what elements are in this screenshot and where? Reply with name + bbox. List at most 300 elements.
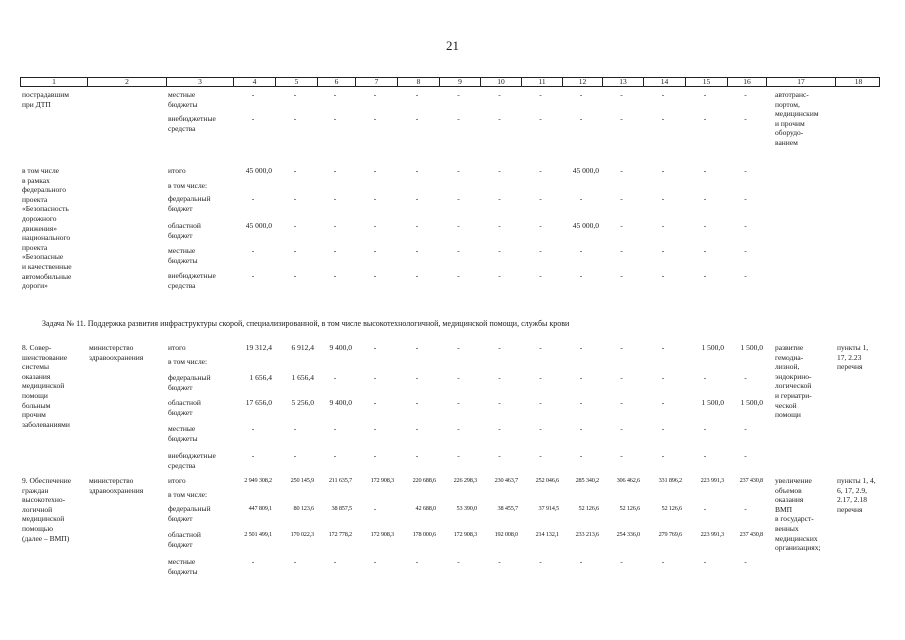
funding-value: 285 340,2 bbox=[575, 477, 599, 484]
program-name-line: оказания bbox=[22, 371, 51, 381]
funding-value: - bbox=[415, 246, 419, 255]
funding-value: - bbox=[415, 373, 419, 382]
funding-source-label: областной bbox=[168, 221, 201, 230]
funding-source-label: бюджет bbox=[168, 382, 193, 392]
funding-value: - bbox=[251, 246, 255, 255]
funding-value: - bbox=[457, 271, 460, 280]
funding-value: - bbox=[498, 451, 501, 460]
funding-value: - bbox=[293, 424, 297, 433]
funding-value: - bbox=[579, 398, 583, 407]
funding-value: - bbox=[293, 90, 297, 99]
program-name-line: «Безопасность bbox=[22, 204, 69, 214]
funding-source-label: бюджет bbox=[168, 230, 193, 240]
program-name-line: «Безопасные bbox=[22, 252, 64, 262]
funding-value: 45 000,0 bbox=[245, 166, 272, 175]
executor-line: министерство bbox=[89, 476, 134, 485]
funding-value: - bbox=[415, 114, 419, 123]
expected-result-line: ванием bbox=[775, 138, 798, 147]
funding-value: - bbox=[373, 90, 377, 99]
funding-source-label: местные bbox=[168, 90, 196, 99]
funding-value: - bbox=[703, 194, 707, 203]
funding-value: - bbox=[498, 398, 501, 407]
funding-value: - bbox=[293, 221, 297, 230]
program-name-line: в том числе bbox=[22, 166, 60, 175]
program-name-line: 8. Совер- bbox=[22, 343, 52, 352]
funding-value: 223 991,3 bbox=[700, 477, 724, 484]
funding-value: - bbox=[293, 451, 297, 460]
column-number: 11 bbox=[521, 78, 562, 86]
funding-value: - bbox=[620, 424, 623, 433]
funding-source-label: бюджеты bbox=[168, 99, 198, 109]
funding-value: 2 501 499,1 bbox=[244, 531, 272, 538]
funding-value: 17 656,0 bbox=[245, 398, 272, 407]
funding-value: - bbox=[373, 557, 377, 566]
funding-value: - bbox=[457, 343, 460, 352]
funding-source-label: итого bbox=[168, 166, 186, 175]
funding-source-label: местные bbox=[168, 424, 196, 433]
funding-value: 1 500,0 bbox=[701, 343, 724, 352]
funding-value: 214 132,1 bbox=[535, 531, 559, 538]
funding-value: - bbox=[293, 271, 297, 280]
funding-value: - bbox=[415, 221, 419, 230]
funding-value: - bbox=[620, 114, 623, 123]
funding-value: 233 213,6 bbox=[575, 531, 599, 538]
column-number: 5 bbox=[275, 78, 317, 86]
funding-value: - bbox=[579, 557, 583, 566]
funding-value: 192 008,0 bbox=[494, 531, 518, 538]
funding-value: 1 500,0 bbox=[701, 398, 724, 407]
funding-value: - bbox=[251, 90, 255, 99]
expected-result-line: логической bbox=[775, 381, 812, 391]
funding-value: - bbox=[498, 271, 501, 280]
task-11-heading: Задача № 11. Поддержка развития инфраструктуры скорой, специализированной, в том числе высокотехнологичной, медицинской помощи, службы крови bbox=[42, 319, 570, 328]
funding-value: - bbox=[620, 343, 623, 352]
funding-value: - bbox=[415, 343, 419, 352]
funding-value: - bbox=[373, 343, 377, 352]
funding-value: - bbox=[333, 373, 337, 382]
funding-value: 172 908,3 bbox=[370, 531, 394, 538]
funding-value: - bbox=[579, 451, 583, 460]
funding-value: - bbox=[293, 246, 297, 255]
program-name-line: проекта bbox=[22, 194, 48, 204]
funding-value: - bbox=[744, 114, 747, 123]
funding-value: - bbox=[373, 424, 377, 433]
column-number: 13 bbox=[602, 78, 643, 86]
funding-value: - bbox=[539, 90, 542, 99]
funding-value: - bbox=[498, 246, 501, 255]
column-number: 3 bbox=[166, 78, 233, 86]
funding-value: - bbox=[539, 166, 542, 175]
funding-value: - bbox=[539, 424, 542, 433]
column-number-header bbox=[20, 77, 880, 87]
expected-result-line: помощи bbox=[775, 410, 801, 420]
funding-value: - bbox=[620, 221, 623, 230]
program-name-line: прочим bbox=[22, 410, 46, 420]
funding-value: - bbox=[373, 246, 377, 255]
funding-value: - bbox=[744, 246, 747, 255]
funding-value: - bbox=[661, 373, 665, 382]
funding-value: - bbox=[498, 557, 501, 566]
funding-value: - bbox=[579, 373, 583, 382]
funding-source-label: итого bbox=[168, 343, 186, 352]
funding-value: 226 298,3 bbox=[453, 477, 477, 484]
funding-value: - bbox=[373, 398, 377, 407]
program-name-line: федерального bbox=[22, 185, 66, 195]
program-name-line: граждан bbox=[22, 485, 49, 495]
funding-value: - bbox=[744, 451, 747, 460]
funding-source-label: местные bbox=[168, 246, 196, 255]
funding-value: - bbox=[579, 194, 583, 203]
funding-value: - bbox=[457, 90, 460, 99]
column-number: 10 bbox=[480, 78, 521, 86]
expected-result-line: медицинским bbox=[775, 109, 819, 119]
funding-value: - bbox=[498, 90, 501, 99]
funding-value: - bbox=[661, 246, 665, 255]
funding-value: - bbox=[579, 246, 583, 255]
funding-source-label: средства bbox=[168, 460, 196, 470]
funding-value: 172 908,3 bbox=[453, 531, 477, 538]
column-number: 14 bbox=[643, 78, 685, 86]
funding-value: - bbox=[661, 424, 665, 433]
funding-value: - bbox=[744, 271, 747, 280]
funding-value: - bbox=[457, 557, 460, 566]
funding-value: - bbox=[579, 114, 583, 123]
funding-value: 45 000,0 bbox=[572, 221, 599, 230]
funding-value: 52 126,6 bbox=[578, 505, 599, 512]
funding-value: - bbox=[579, 90, 583, 99]
funding-value: - bbox=[293, 114, 297, 123]
program-name-line: в рамках bbox=[22, 175, 50, 185]
funding-value: 38 455,7 bbox=[497, 505, 518, 512]
funding-value: - bbox=[620, 166, 623, 175]
funding-value: - bbox=[661, 114, 665, 123]
funding-source-label: бюджеты bbox=[168, 255, 198, 265]
funding-value: - bbox=[415, 271, 419, 280]
funding-value: - bbox=[539, 398, 542, 407]
program-name-line: высокотехно- bbox=[22, 495, 66, 505]
funding-value: - bbox=[620, 557, 623, 566]
funding-value: - bbox=[539, 246, 542, 255]
expected-result-line: объемов bbox=[775, 485, 802, 495]
column-number: 6 bbox=[317, 78, 355, 86]
expected-result-line: ВМП bbox=[775, 504, 793, 514]
funding-source-label: бюджет bbox=[168, 203, 193, 213]
funding-value: - bbox=[457, 194, 460, 203]
program-name-line: (далее – ВМП) bbox=[22, 533, 70, 543]
funding-value: - bbox=[703, 424, 707, 433]
funding-value: - bbox=[620, 246, 623, 255]
funding-value: - bbox=[251, 194, 255, 203]
program-name-line: пострадавшим bbox=[22, 90, 69, 99]
funding-value: - bbox=[703, 557, 707, 566]
funding-value: - bbox=[498, 373, 501, 382]
funding-value: - bbox=[457, 246, 460, 255]
funding-value: - bbox=[293, 166, 297, 175]
funding-value: - bbox=[457, 114, 460, 123]
expected-result-line: и гериатри- bbox=[775, 391, 812, 400]
program-name-line: помощи bbox=[22, 391, 48, 400]
funding-value: - bbox=[457, 398, 460, 407]
funding-value: 237 430,8 bbox=[739, 531, 763, 538]
funding-value: 172 908,3 bbox=[370, 477, 394, 484]
expected-result-line: гемодиа- bbox=[775, 352, 804, 362]
funding-value: - bbox=[620, 194, 623, 203]
program-name-line: автомобильные bbox=[22, 271, 72, 281]
funding-value: - bbox=[415, 557, 419, 566]
funding-value: - bbox=[415, 398, 419, 407]
column-number: 1 bbox=[52, 77, 56, 86]
funding-value: - bbox=[373, 166, 377, 175]
column-number: 8 bbox=[397, 78, 439, 86]
funding-value: - bbox=[744, 504, 747, 513]
funding-source-label: бюджет bbox=[168, 513, 193, 523]
funding-value: - bbox=[579, 424, 583, 433]
program-name-line: шенствование bbox=[22, 352, 68, 362]
funding-value: - bbox=[498, 221, 501, 230]
funding-value: - bbox=[498, 424, 501, 433]
funding-value: - bbox=[744, 557, 747, 566]
funding-value: - bbox=[251, 271, 255, 280]
expected-result-line: в государст- bbox=[775, 514, 814, 524]
funding-source-label: областной bbox=[168, 398, 201, 407]
funding-value: - bbox=[457, 221, 460, 230]
indicator-link-line: 6, 17, 2.9, bbox=[837, 485, 867, 495]
funding-source-label: в том числе: bbox=[168, 490, 208, 499]
funding-value: - bbox=[661, 90, 665, 99]
funding-value: 37 914,5 bbox=[538, 505, 559, 512]
funding-value: - bbox=[703, 271, 707, 280]
funding-value: - bbox=[373, 373, 377, 382]
funding-value: - bbox=[661, 343, 665, 352]
funding-source-label: в том числе: bbox=[168, 357, 208, 366]
funding-value: - bbox=[539, 271, 542, 280]
funding-value: - bbox=[703, 451, 707, 460]
funding-value: - bbox=[661, 398, 665, 407]
funding-value: - bbox=[457, 424, 460, 433]
funding-value: - bbox=[251, 424, 255, 433]
column-number: 16 bbox=[727, 78, 766, 86]
funding-value: - bbox=[661, 451, 665, 460]
funding-value: 1 500,0 bbox=[740, 343, 763, 352]
funding-value: - bbox=[333, 451, 337, 460]
funding-value: 1 656,4 bbox=[249, 373, 272, 382]
funding-value: 5 256,0 bbox=[291, 398, 314, 407]
executor-line: здравоохранения bbox=[89, 352, 144, 362]
funding-value: - bbox=[620, 271, 623, 280]
funding-value: 52 126,6 bbox=[619, 505, 640, 512]
program-name-line: больным bbox=[22, 400, 51, 410]
program-name-line: медицинской bbox=[22, 514, 65, 524]
funding-value: 306 462,6 bbox=[616, 477, 640, 484]
program-name-line: дорожного bbox=[22, 214, 57, 223]
funding-value: - bbox=[539, 373, 542, 382]
funding-value: 211 635,7 bbox=[328, 477, 352, 484]
funding-value: - bbox=[703, 246, 707, 255]
funding-value: 45 000,0 bbox=[572, 166, 599, 175]
funding-value: - bbox=[579, 343, 583, 352]
funding-value: 53 390,0 bbox=[456, 505, 477, 512]
funding-value: 220 688,6 bbox=[412, 477, 436, 484]
funding-value: 6 912,4 bbox=[291, 343, 314, 352]
funding-value: 42 688,0 bbox=[415, 505, 436, 512]
funding-source-label: внебюджетные bbox=[168, 114, 216, 123]
funding-source-label: федеральный bbox=[168, 194, 211, 203]
column-number: 18 bbox=[835, 78, 881, 86]
funding-value: - bbox=[293, 557, 297, 566]
funding-source-label: федеральный bbox=[168, 373, 211, 382]
funding-value: - bbox=[373, 221, 377, 230]
funding-value: 80 123,6 bbox=[293, 505, 314, 512]
funding-value: 170 022,3 bbox=[290, 531, 314, 538]
funding-value: 19 312,4 bbox=[245, 343, 272, 352]
funding-value: - bbox=[333, 114, 337, 123]
funding-value: 331 896,2 bbox=[658, 477, 682, 484]
funding-value: - bbox=[703, 221, 707, 230]
program-name-line: проекта bbox=[22, 242, 48, 252]
funding-value: 279 769,6 bbox=[658, 531, 682, 538]
program-name-line: при ДТП bbox=[22, 99, 51, 109]
funding-source-label: внебюджетные bbox=[168, 451, 216, 460]
funding-value: - bbox=[457, 451, 460, 460]
funding-value: - bbox=[661, 271, 665, 280]
funding-value: - bbox=[703, 114, 707, 123]
expected-result-line: и прочим bbox=[775, 118, 805, 128]
funding-value: 252 046,6 bbox=[535, 477, 559, 484]
indicator-link-line: перечня bbox=[837, 504, 863, 514]
funding-value: - bbox=[333, 166, 337, 175]
program-name-line: движения» bbox=[22, 223, 58, 233]
column-number: 12 bbox=[562, 78, 602, 86]
indicator-link-line: пункты 1, 4, bbox=[837, 476, 876, 485]
funding-value: 45 000,0 bbox=[245, 221, 272, 230]
funding-value: - bbox=[744, 194, 747, 203]
program-name-line: помощью bbox=[22, 524, 53, 533]
funding-value: 9 400,0 bbox=[329, 343, 352, 352]
funding-value: 178 000,6 bbox=[412, 531, 436, 538]
funding-value: 38 857,5 bbox=[331, 505, 352, 512]
funding-value: - bbox=[333, 194, 337, 203]
program-name-line: системы bbox=[22, 362, 50, 372]
expected-result-line: автотранс- bbox=[775, 90, 809, 99]
funding-value: - bbox=[415, 166, 419, 175]
funding-value: 9 400,0 bbox=[329, 398, 352, 407]
column-number: 4 bbox=[233, 78, 275, 86]
funding-value: - bbox=[661, 221, 665, 230]
funding-value: - bbox=[539, 557, 542, 566]
funding-value: - bbox=[333, 246, 337, 255]
funding-value: - bbox=[415, 194, 419, 203]
funding-value: - bbox=[539, 114, 542, 123]
funding-value: - bbox=[498, 114, 501, 123]
column-number: 2 bbox=[87, 78, 166, 86]
funding-value: - bbox=[373, 451, 377, 460]
funding-value: - bbox=[703, 90, 707, 99]
funding-source-label: средства bbox=[168, 123, 196, 133]
expected-result-line: оборудо- bbox=[775, 128, 804, 138]
funding-value: - bbox=[333, 557, 337, 566]
funding-source-label: федеральный bbox=[168, 504, 211, 513]
funding-value: - bbox=[620, 90, 623, 99]
funding-source-label: итого bbox=[168, 476, 186, 485]
funding-source-label: бюджет bbox=[168, 539, 193, 549]
program-name-line: логичной bbox=[22, 504, 53, 514]
funding-value: - bbox=[661, 166, 665, 175]
expected-result-line: медицинских bbox=[775, 533, 818, 543]
funding-value: - bbox=[539, 221, 542, 230]
funding-value: - bbox=[457, 166, 460, 175]
expected-result-line: венных bbox=[775, 524, 799, 533]
funding-value: - bbox=[661, 557, 665, 566]
funding-value: - bbox=[703, 373, 707, 382]
funding-value: - bbox=[620, 373, 623, 382]
funding-value: - bbox=[579, 271, 583, 280]
funding-source-label: в том числе: bbox=[168, 181, 208, 190]
column-number: 7 bbox=[355, 78, 397, 86]
indicator-link-line: 17, 2.23 bbox=[837, 352, 862, 362]
expected-result-line: увеличение bbox=[775, 476, 812, 485]
funding-value: - bbox=[703, 166, 707, 175]
funding-value: - bbox=[333, 221, 337, 230]
funding-value: 2 949 308,2 bbox=[244, 477, 272, 484]
expected-result-line: развитие bbox=[775, 343, 804, 352]
funding-value: - bbox=[415, 451, 419, 460]
funding-value: - bbox=[498, 194, 501, 203]
funding-value: 237 430,8 bbox=[739, 477, 763, 484]
funding-value: - bbox=[744, 424, 747, 433]
column-number: 15 bbox=[685, 78, 727, 86]
funding-source-label: средства bbox=[168, 280, 196, 290]
indicator-link-line: 2.17, 2.18 bbox=[837, 495, 867, 505]
funding-value: - bbox=[373, 194, 377, 203]
funding-value: 223 991,3 bbox=[700, 531, 724, 538]
program-name-line: 9. Обеспечение bbox=[22, 476, 72, 485]
program-name-line: и качественные bbox=[22, 262, 72, 271]
program-name-line: заболеваниями bbox=[22, 419, 70, 429]
funding-source-label: внебюджетные bbox=[168, 271, 216, 280]
funding-value: 447 809,1 bbox=[248, 505, 272, 512]
column-number: 17 bbox=[766, 78, 835, 86]
funding-value: - bbox=[251, 451, 255, 460]
funding-value: 172 778,2 bbox=[328, 531, 352, 538]
funding-source-label: бюджеты bbox=[168, 433, 198, 443]
indicator-link-line: пункты 1, bbox=[837, 343, 869, 352]
funding-value: - bbox=[333, 90, 337, 99]
expected-result-line: ческой bbox=[775, 400, 797, 410]
funding-value: - bbox=[539, 194, 542, 203]
funding-source-label: местные bbox=[168, 557, 196, 566]
funding-value: - bbox=[373, 271, 377, 280]
program-name-line: дороги» bbox=[22, 281, 48, 291]
funding-value: - bbox=[539, 343, 542, 352]
funding-value: - bbox=[498, 166, 501, 175]
funding-value: - bbox=[251, 557, 255, 566]
funding-value: - bbox=[415, 424, 419, 433]
funding-value: - bbox=[539, 451, 542, 460]
funding-value: - bbox=[620, 398, 623, 407]
funding-value: - bbox=[703, 504, 707, 513]
executor-line: здравоохранения bbox=[89, 485, 144, 495]
expected-result-line: портом, bbox=[775, 99, 800, 109]
funding-value: - bbox=[744, 166, 747, 175]
funding-value: - bbox=[333, 424, 337, 433]
funding-value: - bbox=[251, 114, 255, 123]
funding-value: - bbox=[333, 271, 337, 280]
funding-value: - bbox=[620, 451, 623, 460]
funding-value: 1 656,4 bbox=[291, 373, 314, 382]
program-name-line: национального bbox=[22, 233, 71, 243]
funding-value: - bbox=[373, 114, 377, 123]
page-number: 21 bbox=[446, 38, 459, 53]
